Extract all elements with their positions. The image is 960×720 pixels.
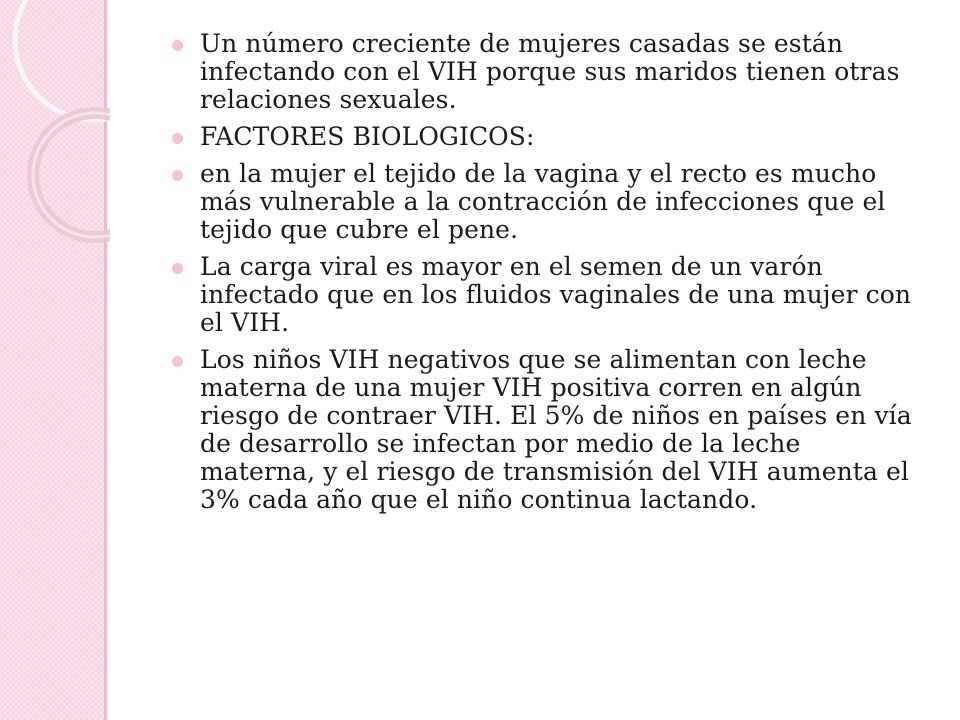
large-ring — [15, 0, 110, 120]
decorative-rings — [0, 0, 110, 300]
bullet-text: La carga viral es mayor en el semen de un varón infectado que en los fluidos vaginales de una mujer con el VIH. — [200, 252, 912, 337]
bullet-text: FACTORES BIOLOGICOS: — [200, 122, 535, 151]
small-ring — [33, 113, 110, 237]
bullet-list — [172, 30, 912, 514]
bullet-dot-icon — [172, 133, 183, 144]
bullet-item-married-women — [172, 30, 912, 114]
bullet-item-tissue-vulnerability — [172, 160, 912, 244]
bullet-item-viral-load — [172, 253, 912, 337]
bullet-dot-icon — [172, 170, 183, 181]
bullet-text: Los niños VIH negativos que se alimentan con leche materna de una mujer VIH positiva corren en algún riesgo de contraer VIH. El 5% de niños en países en vía de desarrollo se infectan por medio de la leche materna, y el riesgo de transmisión del VIH aumenta el 3% cada año que el niño continua lactando. — [200, 345, 912, 514]
bullet-dot-icon — [172, 40, 183, 51]
bullet-dot-icon — [172, 263, 183, 274]
bullet-item-biological-factors — [172, 123, 912, 151]
bullet-dot-icon — [172, 356, 183, 367]
bullet-text: en la mujer el tejido de la vagina y el recto es mucho más vulnerable a la contracción de infecciones que el tejido que cubre el pene. — [200, 159, 886, 244]
bullet-item-breastfeeding — [172, 346, 912, 514]
slide-content — [172, 30, 912, 523]
bullet-text: Un número creciente de mujeres casadas se están infectando con el VIH porque sus maridos tienen otras relaciones sexuales. — [200, 29, 900, 114]
